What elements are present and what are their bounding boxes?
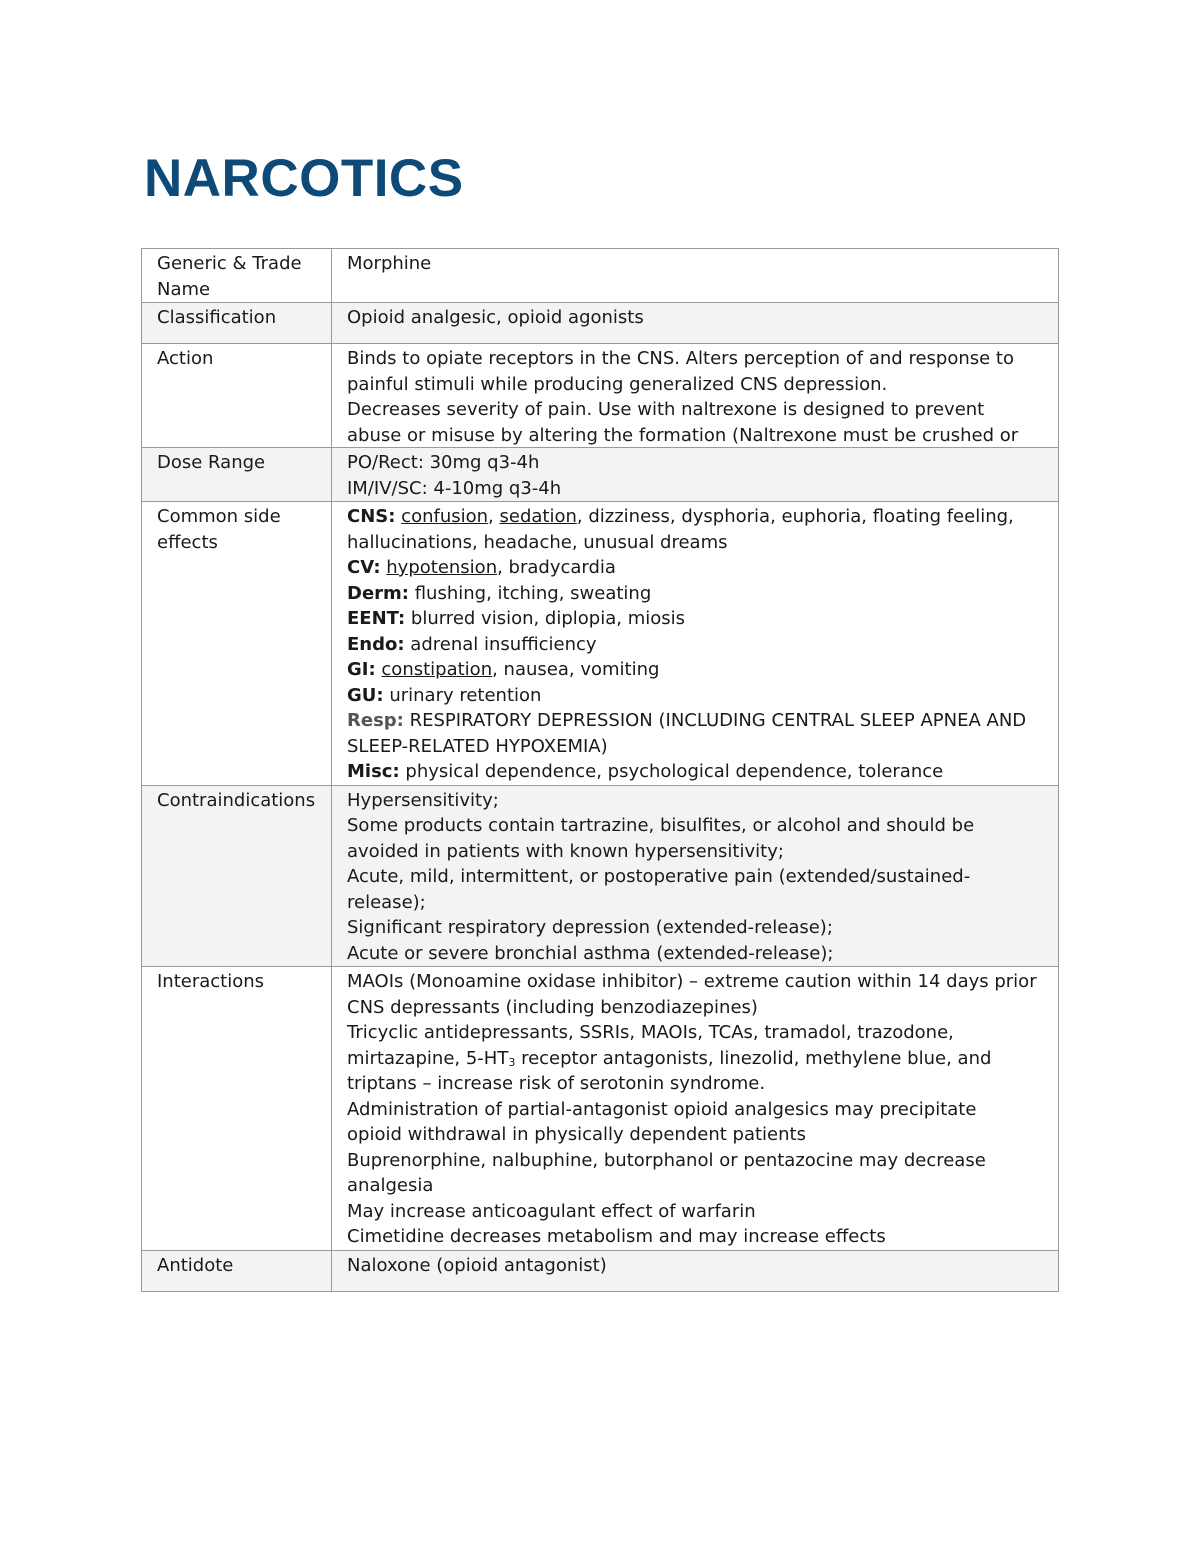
table-row <box>142 303 1059 344</box>
row-value-antidote: Naloxone (opioid antagonist) <box>332 1250 1059 1291</box>
endo-text: adrenal insufficiency <box>410 633 597 655</box>
side-effect-eent <box>347 606 1044 632</box>
side-effect-gi <box>347 657 1044 683</box>
row-value-interactions <box>332 967 1059 1251</box>
row-label-generic: Generic & Trade Name <box>142 249 332 303</box>
row-label-dose: Dose Range <box>142 448 332 502</box>
gu-text: urinary retention <box>389 684 542 706</box>
interaction-line: analgesia <box>347 1175 434 1196</box>
action-line: Binds to opiate receptors in the CNS. Alters perception of and response to <box>347 348 1014 369</box>
side-effect-misc <box>347 759 1044 785</box>
resp-text: RESPIRATORY DEPRESSION (INCLUDING CENTRAL SLEEP APNEA AND <box>409 710 1027 731</box>
cns-label: CNS: <box>347 506 396 527</box>
contra-line: Acute or severe bronchial asthma (extended-release); <box>347 942 834 964</box>
interaction-line: May increase anticoagulant effect of warfarin <box>347 1200 756 1222</box>
interaction-line: triptans – increase risk of serotonin syndrome. <box>347 1073 766 1094</box>
contra-line: Acute, mild, intermittent, or postoperative pain (extended/sustained- <box>347 866 971 887</box>
page-title: NARCOTICS <box>144 149 464 208</box>
misc-label: Misc: <box>347 761 400 782</box>
row-value-dose <box>332 448 1059 502</box>
action-line: Decreases severity of pain. Use with naltrexone is designed to prevent <box>347 399 985 420</box>
endo-label: Endo: <box>347 633 405 655</box>
interaction-line: opioid withdrawal in physically dependent patients <box>347 1124 806 1145</box>
cns-confusion: confusion <box>401 506 489 527</box>
table-row <box>142 249 1059 303</box>
interaction-line: CNS depressants (including benzodiazepines) <box>347 996 758 1018</box>
contra-line: release); <box>347 891 426 913</box>
interaction-5ht-subscript: 3 <box>508 1055 516 1069</box>
row-value-contraindications <box>332 785 1059 967</box>
row-value-classification: Opioid analgesic, opioid agonists <box>332 303 1059 344</box>
cv-label: CV: <box>347 557 381 578</box>
eent-text: blurred vision, diplopia, miosis <box>410 608 686 629</box>
interaction-line <box>347 1046 1044 1072</box>
gi-constipation: constipation <box>381 659 493 680</box>
side-effect-gu <box>347 683 1044 709</box>
table-row <box>142 344 1059 448</box>
row-label-contraindications: Contraindications <box>142 785 332 967</box>
contra-line: Some products contain tartrazine, bisulfites, or alcohol and should be <box>347 815 975 836</box>
table-row <box>142 1250 1059 1291</box>
dose-line: PO/Rect: 30mg q3-4h <box>347 452 540 473</box>
cv-rest: , bradycardia <box>497 557 616 578</box>
side-effect-cns <box>347 504 1044 530</box>
action-line: painful stimuli while producing generalized CNS depression. <box>347 373 888 395</box>
interaction-line: MAOIs (Monoamine oxidase inhibitor) – extreme caution within 14 days prior <box>347 971 1037 992</box>
cns-sedation: sedation <box>499 506 577 527</box>
row-value-generic: Morphine <box>332 249 1059 303</box>
dose-line: IM/IV/SC: 4-10mg q3-4h <box>347 477 562 499</box>
interaction-line: Cimetidine decreases metabolism and may increase effects <box>347 1226 886 1247</box>
cns-sep: , <box>488 506 500 527</box>
eent-label: EENT: <box>347 608 406 629</box>
cns-rest: , dizziness, dysphoria, euphoria, floating feeling, <box>576 506 1014 527</box>
drug-info-table <box>141 248 1059 1292</box>
derm-label: Derm: <box>347 582 409 604</box>
gu-label: GU: <box>347 684 384 706</box>
gi-rest: , nausea, vomiting <box>492 659 660 680</box>
contra-line: Hypersensitivity; <box>347 789 499 811</box>
row-label-side-effects: Common side effects <box>142 502 332 786</box>
cv-hypotension: hypotension <box>386 557 498 578</box>
side-effect-cv <box>347 555 1044 581</box>
contra-line: Significant respiratory depression (extended-release); <box>347 917 833 938</box>
misc-text: physical dependence, psychological dependence, tolerance <box>405 761 944 782</box>
table-row <box>142 502 1059 786</box>
interaction-5ht-prefix: mirtazapine, 5-HT <box>347 1047 509 1069</box>
side-effect-resp <box>347 708 1044 734</box>
side-effect-endo <box>347 632 1044 658</box>
gi-label: GI: <box>347 659 376 680</box>
row-value-action <box>332 344 1059 448</box>
row-label-classification: Classification <box>142 303 332 344</box>
row-label-action: Action <box>142 344 332 448</box>
interaction-line: Tricyclic antidepressants, SSRIs, MAOIs, TCAs, tramadol, trazodone, <box>347 1022 954 1043</box>
table-row <box>142 448 1059 502</box>
side-effect-cns-cont: hallucinations, headache, unusual dreams <box>347 531 728 553</box>
interaction-5ht-suffix: receptor antagonists, linezolid, methylene blue, and <box>515 1047 992 1069</box>
side-effect-derm <box>347 581 1044 607</box>
action-line: abuse or misuse by altering the formation (Naltrexone must be crushed or <box>347 424 1019 446</box>
row-value-side-effects <box>332 502 1059 786</box>
table-row <box>142 967 1059 1251</box>
interaction-line: Administration of partial-antagonist opioid analgesics may precipitate <box>347 1098 977 1120</box>
row-label-antidote: Antidote <box>142 1250 332 1291</box>
resp-label: Resp: <box>347 710 404 731</box>
side-effect-resp-cont: SLEEP-RELATED HYPOXEMIA) <box>347 735 608 757</box>
derm-text: flushing, itching, sweating <box>414 582 652 604</box>
row-label-interactions: Interactions <box>142 967 332 1251</box>
contra-line: avoided in patients with known hypersensitivity; <box>347 840 784 862</box>
table-row <box>142 785 1059 967</box>
interaction-line: Buprenorphine, nalbuphine, butorphanol or pentazocine may decrease <box>347 1149 986 1171</box>
